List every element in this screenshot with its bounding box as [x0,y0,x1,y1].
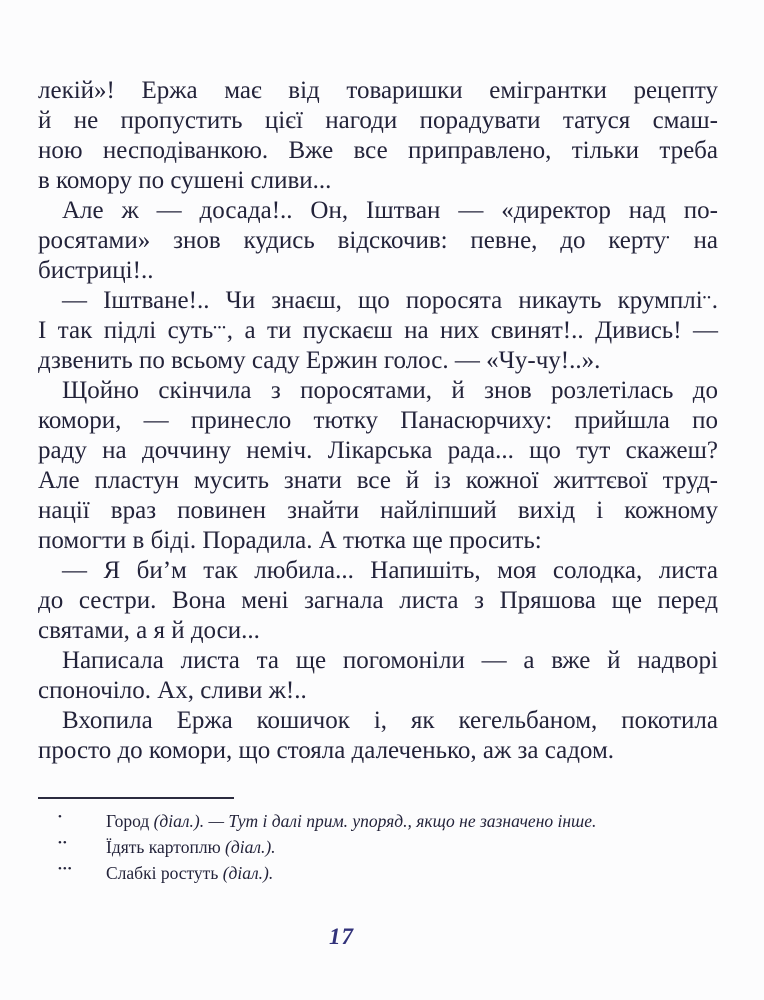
footnote-marker: • [58,811,63,823]
text-segment: — Іштване!.. Чи знаєш, що поросята никауть крумплі [62,287,703,314]
text-line [38,256,718,286]
text-segment: до сестри. Вона мені загнала листа з Пряшова ще перед [38,587,718,614]
text-segment: в комору по сушені сливи... [38,167,332,194]
footnote-divider-rule [38,797,234,799]
footnote-reference-marker: ••• [213,323,227,334]
text-line [38,496,718,526]
text-segment: Але ж — досада!.. Он, Іштван — «директор над по- [62,197,718,224]
text-segment: Слабкі ростуть [106,863,223,883]
text-line [38,286,718,316]
text-line [38,136,718,166]
body-text-block [38,76,718,766]
text-segment: святами, а я й доси... [38,617,260,644]
italic-text: (діал.). [222,863,274,883]
text-line [38,196,718,226]
text-line [38,466,718,496]
text-segment: Вхопила Ержа кошичок і, як кегельбаном, покотила [62,707,718,734]
page-number: 17 [329,924,354,949]
text-segment: на [670,227,718,254]
text-segment: Щойно скінчила з поросятами, й знов розлетілась до [62,377,718,404]
text-segment: бистриці!.. [38,257,154,284]
text-line [38,76,718,106]
text-segment: просто до комори, що стояла далеченько, аж за садом. [38,737,615,764]
footnote-reference-marker: • [666,233,671,244]
text-segment: раду на доччину неміч. Лікарська рада... що тут скажеш? [38,437,718,464]
text-line [38,526,718,556]
text-line [38,676,718,706]
text-line [38,166,718,196]
text-segment: . [711,287,718,314]
text-segment: комори, — принесло тютку Панасюрчиху: прийшла по [38,407,718,434]
text-line [38,406,718,436]
text-line [38,106,718,136]
text-segment: , а ти пускаєш на них свинят!.. Дивись! — [226,317,718,344]
footnote-item [38,860,730,886]
footnote-item [38,834,730,860]
footnote-marker: •• [58,837,68,849]
footnotes-block [38,808,730,886]
text-segment: лекій»! Ержа має від товаришки емігрантки рецепту [38,77,718,104]
footnote-item [38,808,730,834]
text-segment: І так підлі суть [38,317,214,344]
text-segment: помогти в біді. Порадила. А тютка ще просить: [38,527,542,554]
text-line [38,316,718,346]
text-line [38,556,718,586]
text-segment: росятами» знов кудись відскочив: певне, до керту [38,227,667,254]
text-segment: Город [106,811,154,831]
text-line [38,586,718,616]
text-line [38,736,718,766]
text-segment: Їдять картоплю [106,837,226,857]
text-segment: — Я би’м так любила... Напишіть, моя солодка, листа [62,557,718,584]
text-segment: й не пропустить цієї нагоди порадувати татуся смаш- [38,107,718,134]
text-line [38,346,718,376]
footnote-marker: ••• [58,863,73,875]
italic-text: (діал.). [225,837,276,857]
text-segment: Але пластун мусить знати все й із кожної життєвої труд- [38,467,718,494]
text-line [38,226,718,256]
text-segment: дзвенить по всьому саду Ержин голос. — «Чу-чу!..». [38,347,601,374]
footnote-reference-marker: •• [702,293,712,304]
text-segment: ною несподіванкою. Вже все приправлено, тільки треба [38,137,718,164]
text-line [38,616,718,646]
italic-text: (діал.). — Тут і далі прим. упоряд., якщо не зазначено інше. [153,811,597,831]
text-line [38,436,718,466]
text-segment: Написала листа та ще погомоніли — а вже й надворі [62,647,718,674]
text-line [38,706,718,736]
text-line [38,376,718,406]
text-segment: споночіло. Ах, сливи ж!.. [38,677,307,704]
text-line [38,646,718,676]
text-segment: нації враз повинен знайти найліпший вихід і кожному [38,497,718,524]
